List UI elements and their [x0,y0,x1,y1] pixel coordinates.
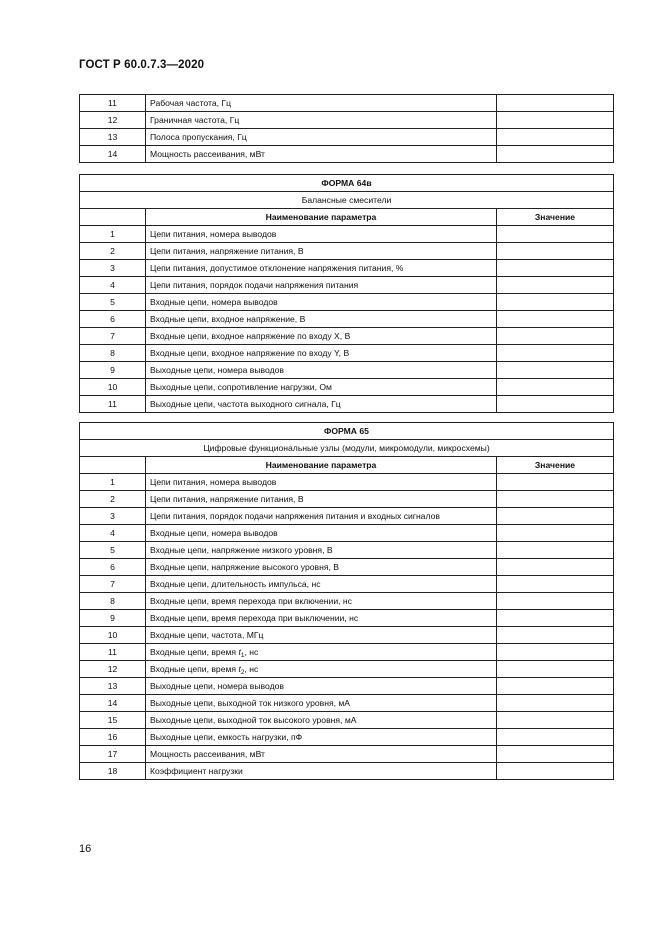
table-row [80,576,614,593]
parameter-name-prefix: Входные цепи, время [150,647,239,657]
column-header-parameter: Наименование параметра [146,209,497,226]
table-row [80,328,614,345]
table-row [80,260,614,277]
parameter-name: Входные цепи, номера выводов [146,294,497,311]
form-65-header-row [80,457,614,474]
row-number: 2 [80,243,146,260]
parameter-name: Рабочая частота, Гц [146,95,497,112]
table-row [80,610,614,627]
parameter-name [146,661,497,678]
parameter-value-cell [497,95,614,112]
table-row [80,729,614,746]
form-65-title: ФОРМА 65 [80,423,614,440]
table-row [80,559,614,576]
parameter-name: Входные цепи, напряжение высокого уровня, В [146,559,497,576]
table-row [80,678,614,695]
parameter-value-cell [497,576,614,593]
row-number: 11 [80,396,146,413]
form-64v-header-row [80,209,614,226]
parameter-value-cell [497,542,614,559]
form-65-title-row [80,423,614,440]
row-number: 4 [80,277,146,294]
row-number: 10 [80,379,146,396]
table-row [80,491,614,508]
table-row [80,542,614,559]
table-row [80,277,614,294]
row-number: 6 [80,311,146,328]
parameter-name: Мощность рассеивания, мВт [146,146,497,163]
parameter-name: Цепи питания, допустимое отклонение напряжения питания, % [146,260,497,277]
table-row [80,661,614,678]
row-number: 7 [80,576,146,593]
form-65-table [79,422,614,780]
row-number: 11 [80,95,146,112]
row-number: 7 [80,328,146,345]
parameter-value-cell [497,362,614,379]
form-64v-subtitle-row [80,192,614,209]
table-row [80,525,614,542]
table-row [80,763,614,780]
parameter-variable: t [238,664,241,674]
parameter-value-cell [497,763,614,780]
row-number: 17 [80,746,146,763]
row-number: 1 [80,226,146,243]
parameter-name: Выходные цепи, емкость нагрузки, пФ [146,729,497,746]
table-row [80,146,614,163]
table-row [80,95,614,112]
table-row [80,627,614,644]
row-number: 5 [80,294,146,311]
parameter-name: Выходные цепи, сопротивление нагрузки, Ом [146,379,497,396]
parameter-value-cell [497,525,614,542]
row-number: 3 [80,508,146,525]
parameter-name: Полоса пропускания, Гц [146,129,497,146]
parameter-name: Цепи питания, напряжение питания, В [146,243,497,260]
document-title: ГОСТ Р 60.0.7.3—2020 [79,59,205,71]
parameter-subscript: 2 [240,669,245,676]
row-number: 14 [80,146,146,163]
parameter-name-suffix: , нс [244,664,259,674]
parameter-value-cell [497,627,614,644]
parameter-value-cell [497,695,614,712]
parameter-value-cell [497,729,614,746]
parameter-name: Цепи питания, порядок подачи напряжения питания и входных сигналов [146,508,497,525]
table-row [80,243,614,260]
parameter-name: Входные цепи, длительность импульса, нс [146,576,497,593]
table-row [80,294,614,311]
parameter-value-cell [497,311,614,328]
parameter-value-cell [497,112,614,129]
table-row [80,695,614,712]
parameter-name: Коэффициент нагрузки [146,763,497,780]
parameter-value-cell [497,661,614,678]
parameter-name: Входные цепи, время перехода при включении, нс [146,593,497,610]
parameter-value-cell [497,226,614,243]
parameter-value-cell [497,396,614,413]
row-number: 15 [80,712,146,729]
parameter-value-cell [497,345,614,362]
row-number: 8 [80,593,146,610]
table-row [80,593,614,610]
parameter-value-cell [497,508,614,525]
form-64v-table [79,174,614,413]
parameter-name: Входные цепи, напряжение низкого уровня, В [146,542,497,559]
parameter-value-cell [497,491,614,508]
table-row [80,362,614,379]
table-row [80,712,614,729]
parameter-value-cell [497,712,614,729]
form-64v-table-body [80,226,614,413]
row-number: 4 [80,525,146,542]
parameter-name: Выходные цепи, выходной ток низкого уровня, мА [146,695,497,712]
form-64v-title: ФОРМА 64в [80,175,614,192]
parameter-name: Мощность рассеивания, мВт [146,746,497,763]
form-65-subtitle: Цифровые функциональные узлы (модули, микромодули, микросхемы) [80,440,614,457]
column-header-number [80,209,146,226]
parameter-name: Цепи питания, номера выводов [146,474,497,491]
table-row [80,311,614,328]
parameter-value-cell [497,260,614,277]
continuation-table [79,94,614,163]
parameter-value-cell [497,474,614,491]
row-number: 18 [80,763,146,780]
parameter-name: Цепи питания, порядок подачи напряжения питания [146,277,497,294]
parameter-value-cell [497,146,614,163]
table-row [80,746,614,763]
parameter-value-cell [497,593,614,610]
form-64v-subtitle: Балансные смесители [80,192,614,209]
table-row [80,345,614,362]
table-row [80,508,614,525]
continuation-table-body [80,95,614,163]
table-row [80,379,614,396]
parameter-name: Выходные цепи, частота выходного сигнала, Гц [146,396,497,413]
parameter-value-cell [497,129,614,146]
parameter-value-cell [497,746,614,763]
row-number: 3 [80,260,146,277]
table-row [80,396,614,413]
parameter-name: Граничная частота, Гц [146,112,497,129]
form-64v-title-row [80,175,614,192]
table-row [80,112,614,129]
table-row [80,474,614,491]
row-number: 9 [80,610,146,627]
column-header-value: Значение [497,209,614,226]
column-header-number [80,457,146,474]
row-number: 8 [80,345,146,362]
parameter-name [146,644,497,661]
parameter-value-cell [497,328,614,345]
page-number: 16 [79,843,92,855]
parameter-value-cell [497,379,614,396]
parameter-name: Выходные цепи, номера выводов [146,678,497,695]
parameter-value-cell [497,559,614,576]
parameter-name: Входные цепи, номера выводов [146,525,497,542]
parameter-value-cell [497,644,614,661]
parameter-name: Выходные цепи, выходной ток высокого уровня, мА [146,712,497,729]
parameter-value-cell [497,277,614,294]
row-number: 12 [80,112,146,129]
form-65-table-body [80,474,614,780]
row-number: 6 [80,559,146,576]
row-number: 11 [80,644,146,661]
parameter-value-cell [497,678,614,695]
row-number: 2 [80,491,146,508]
row-number: 16 [80,729,146,746]
row-number: 13 [80,129,146,146]
row-number: 12 [80,661,146,678]
parameter-value-cell [497,294,614,311]
table-row [80,129,614,146]
parameter-name: Входные цепи, входное напряжение, В [146,311,497,328]
parameter-name-prefix: Входные цепи, время [150,664,239,674]
row-number: 1 [80,474,146,491]
column-header-value: Значение [497,457,614,474]
parameter-variable: t [238,647,241,657]
parameter-name: Входные цепи, время перехода при выключении, нс [146,610,497,627]
parameter-name: Выходные цепи, номера выводов [146,362,497,379]
parameter-name-suffix: , нс [244,647,259,657]
parameter-name: Входные цепи, входное напряжение по входу Y, В [146,345,497,362]
row-number: 9 [80,362,146,379]
row-number: 13 [80,678,146,695]
parameter-name: Цепи питания, напряжение питания, В [146,491,497,508]
column-header-parameter: Наименование параметра [146,457,497,474]
parameter-name: Входные цепи, входное напряжение по входу X, В [146,328,497,345]
parameter-value-cell [497,243,614,260]
parameter-name: Входные цепи, частота, МГц [146,627,497,644]
row-number: 5 [80,542,146,559]
form-65-subtitle-row [80,440,614,457]
row-number: 14 [80,695,146,712]
parameter-subscript: 1 [240,652,245,659]
table-row [80,226,614,243]
parameter-name: Цепи питания, номера выводов [146,226,497,243]
parameter-value-cell [497,610,614,627]
row-number: 10 [80,627,146,644]
table-row [80,644,614,661]
